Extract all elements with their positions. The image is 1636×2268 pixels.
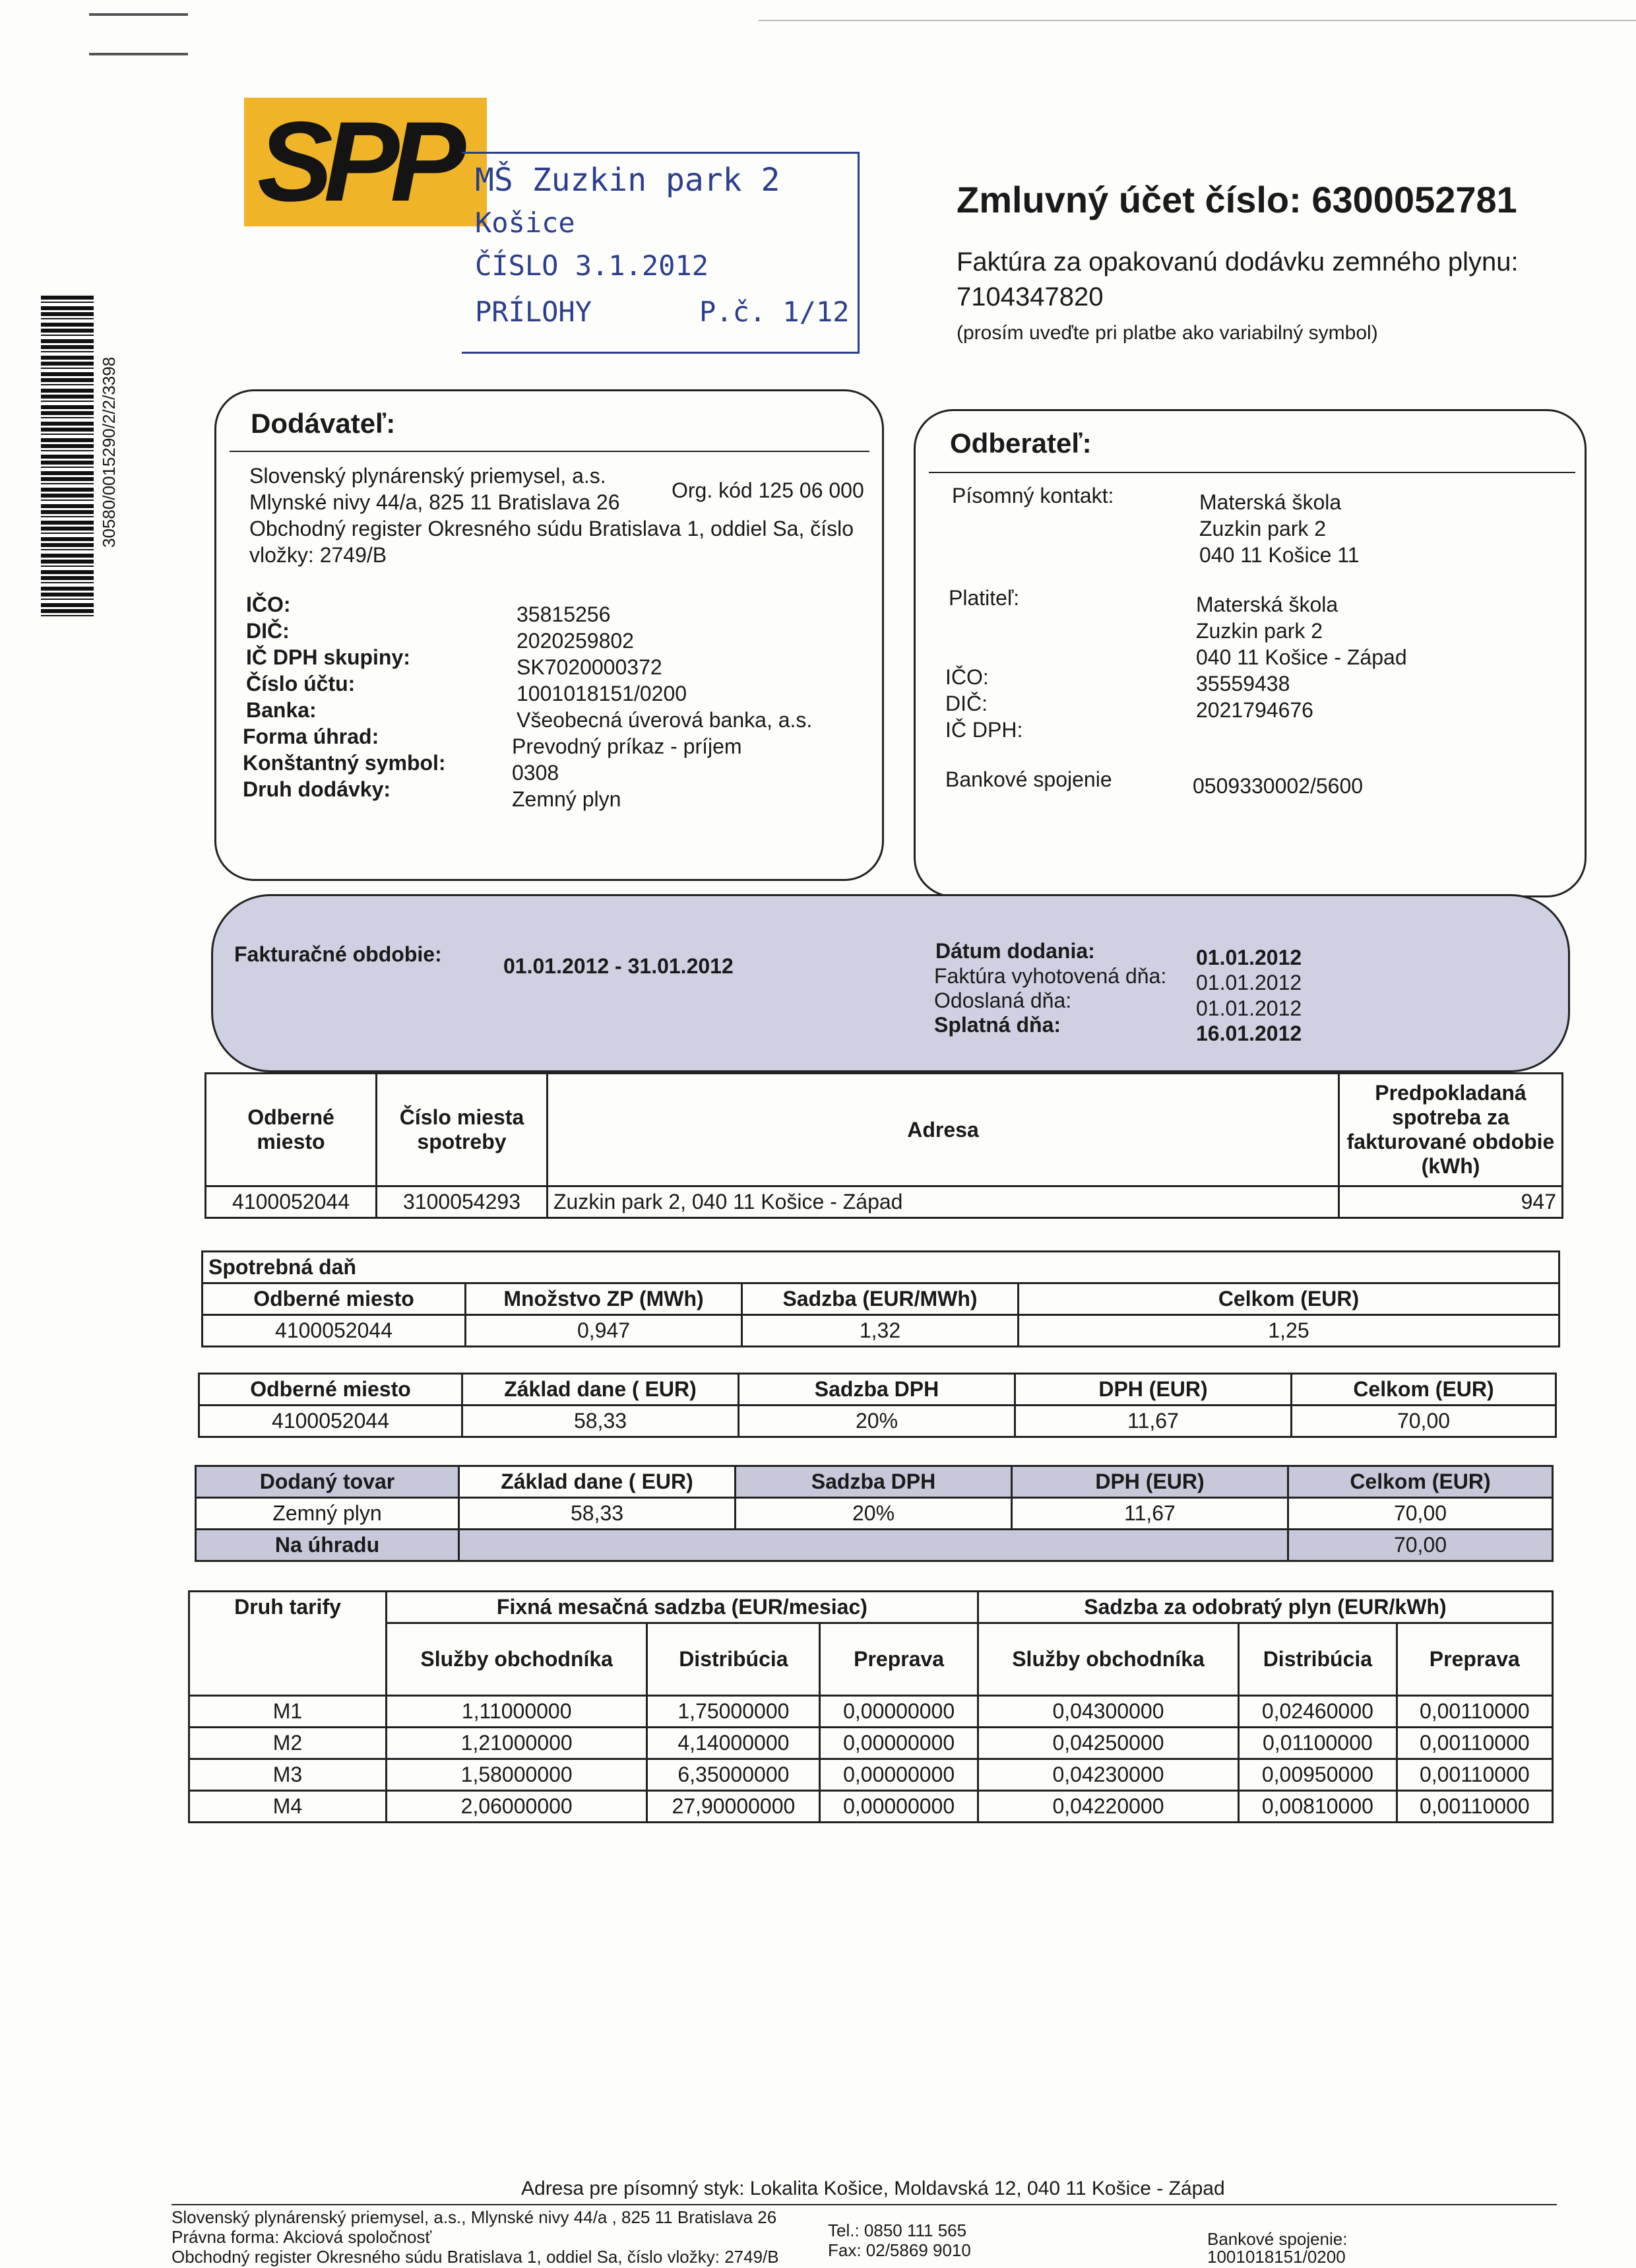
- consumption-place-table: [204, 1072, 1563, 1219]
- delivery-date-value: 01.01.2012: [1196, 946, 1302, 969]
- excise-header: Sadzba (EUR/MWh): [742, 1283, 1019, 1315]
- tariff-cell: 27,90000000: [647, 1791, 820, 1823]
- received-stamp: [462, 152, 860, 354]
- tariff-subheader: Preprava: [1397, 1623, 1552, 1696]
- tariff-header-fixed: Fixná mesačná sadzba (EUR/mesiac): [387, 1592, 978, 1623]
- tariff-subheader: Služby obchodníka: [387, 1623, 647, 1696]
- title-value: 6300052781: [1311, 179, 1517, 220]
- tariff-cell: 0,00000000: [820, 1728, 978, 1759]
- tariff-cell: 0,04250000: [978, 1728, 1238, 1759]
- place-cell: 947: [1339, 1186, 1563, 1218]
- customer-dic-value: 2021794676: [1196, 698, 1313, 722]
- tariff-header-variable: Sadzba za odobratý plyn (EUR/kWh): [978, 1592, 1552, 1623]
- supplier-constant-symbol-value: 0308: [512, 761, 559, 785]
- vat-header: DPH (EUR): [1015, 1374, 1292, 1406]
- goods-header: Celkom (EUR): [1288, 1466, 1553, 1498]
- footer-bank-label: Bankové spojenie:: [1207, 2229, 1348, 2249]
- table-row: [189, 1791, 1553, 1823]
- logo-text: SPP: [257, 98, 457, 225]
- tariff-cell: 0,00950000: [1239, 1759, 1397, 1791]
- table-row: [203, 1315, 1559, 1347]
- supplier-account-label: Číslo účtu:: [246, 672, 356, 696]
- table-row: [189, 1623, 1553, 1696]
- tariff-subheader: Preprava: [820, 1623, 978, 1696]
- vat-header: Celkom (EUR): [1292, 1374, 1556, 1406]
- tariff-cell: 2,06000000: [387, 1791, 647, 1823]
- customer-dic-label: DIČ:: [945, 692, 988, 715]
- excise-header: Odberné miesto: [203, 1283, 466, 1315]
- table-row: [206, 1186, 1563, 1218]
- due-date-value: 16.01.2012: [1196, 1021, 1302, 1045]
- issue-date-label: Faktúra vyhotovená dňa:: [934, 964, 1167, 988]
- vat-header: Základ dane ( EUR): [462, 1374, 739, 1406]
- tariff-cell: 0,02460000: [1239, 1696, 1397, 1728]
- place-header-spotreba: Predpokladaná spotreba za fakturované obdobie (kWh): [1339, 1074, 1563, 1186]
- tariff-cell: 0,04220000: [978, 1791, 1238, 1823]
- supplier-delivery-type-label: Druh dodávky:: [243, 777, 391, 801]
- tariff-subheader: Služby obchodníka: [978, 1623, 1238, 1696]
- tariff-cell: 0,04300000: [978, 1696, 1238, 1728]
- footer-line-3: Obchodný register Okresného súdu Bratislava 1, oddiel Sa, číslo vložky: 2749/B: [172, 2247, 779, 2267]
- supplier-delivery-type-value: Zemný plyn: [512, 787, 621, 811]
- due-date-label: Splatná dňa:: [934, 1013, 1061, 1037]
- place-header-cislo: Číslo miesta spotreby: [377, 1074, 548, 1186]
- excise-title: Spotrebná daň: [203, 1252, 1559, 1283]
- scan-mark-2: [89, 53, 188, 55]
- supplier-icdph-label: IČ DPH skupiny:: [246, 645, 410, 669]
- goods-header: DPH (EUR): [1012, 1466, 1288, 1498]
- table-row: [199, 1406, 1556, 1437]
- footer-bank-value: 1001018151/0200: [1207, 2247, 1346, 2267]
- payer-line-1: Materská škola: [1196, 593, 1338, 616]
- excise-cell: 0,947: [466, 1315, 742, 1347]
- tariff-cell: 1,58000000: [387, 1759, 647, 1791]
- table-row: [189, 1696, 1553, 1728]
- contact-line-3: 040 11 Košice 11: [1199, 543, 1360, 567]
- tariff-cell: 0,00110000: [1397, 1728, 1552, 1759]
- payer-line-2: Zuzkin park 2: [1196, 619, 1323, 643]
- vat-cell: 70,00: [1292, 1406, 1556, 1437]
- sent-date-value: 01.01.2012: [1196, 996, 1302, 1020]
- vat-cell: 20%: [739, 1406, 1015, 1437]
- excise-cell: 1,25: [1019, 1315, 1559, 1347]
- footer-line-1: Slovenský plynárenský priemysel, a.s., Mlynské nivy 44/a , 825 11 Bratislava 26: [172, 2207, 777, 2227]
- period-label: Fakturačné obdobie:: [234, 942, 442, 966]
- tariff-cell: 0,00000000: [820, 1759, 978, 1791]
- amount-due-spacer: [459, 1530, 1288, 1561]
- footer-address: Adresa pre písomný styk: Lokalita Košice, Moldavská 12, 040 11 Košice - Západ: [521, 2178, 1225, 2199]
- supplier-heading-rule: [230, 451, 869, 452]
- document-code: 30580/0015290/2/2/3398: [99, 356, 119, 548]
- goods-header: Základ dane ( EUR): [459, 1466, 736, 1498]
- customer-bank-label: Bankové spojenie: [945, 767, 1112, 791]
- customer-bank-value: 0509330002/5600: [1193, 774, 1364, 798]
- excise-cell: 4100052044: [203, 1315, 466, 1347]
- place-cell: Zuzkin park 2, 040 11 Košice - Západ: [548, 1186, 1339, 1218]
- top-rule: [759, 20, 1636, 21]
- table-row: [203, 1252, 1559, 1283]
- tariff-cell: 0,00110000: [1397, 1791, 1552, 1823]
- tariff-table: [188, 1590, 1554, 1823]
- stamp-line-4: PRÍLOHY: [475, 296, 592, 328]
- goods-cell: 20%: [736, 1498, 1012, 1530]
- supplier-line-2: Mlynské nivy 44/a, 825 11 Bratislava 26: [249, 490, 620, 514]
- tariff-subheader: Distribúcia: [647, 1623, 820, 1696]
- tariff-cell: 1,11000000: [387, 1696, 647, 1728]
- table-row: [196, 1466, 1553, 1498]
- amount-due-label: Na úhradu: [196, 1530, 459, 1561]
- customer-ico-label: IČO:: [945, 665, 989, 689]
- footer-rule: [172, 2204, 1557, 2205]
- table-row: [203, 1283, 1559, 1315]
- supplier-bank-label: Banka:: [246, 698, 317, 722]
- customer-icdph-label: IČ DPH:: [945, 718, 1023, 742]
- supplier-line-1: Slovenský plynárenský priemysel, a.s.: [249, 464, 606, 488]
- place-header-adresa: Adresa: [548, 1074, 1339, 1186]
- payer-line-3: 040 11 Košice - Západ: [1196, 645, 1407, 669]
- contract-account-title: [957, 178, 1517, 221]
- excise-cell: 1,32: [742, 1315, 1019, 1347]
- title-label: Zmluvný účet číslo:: [957, 179, 1302, 220]
- tariff-name: M3: [189, 1759, 387, 1791]
- place-cell: 4100052044: [206, 1186, 377, 1218]
- contact-line-2: Zuzkin park 2: [1199, 517, 1327, 540]
- table-row: [189, 1728, 1553, 1759]
- footer-tel: Tel.: 0850 111 565: [828, 2220, 967, 2240]
- vat-header: Odberné miesto: [199, 1374, 462, 1406]
- excise-header: Množstvo ZP (MWh): [466, 1283, 742, 1315]
- supplier-icdph-value: SK7020000372: [517, 655, 662, 679]
- sent-date-label: Odoslaná dňa:: [934, 988, 1072, 1012]
- goods-header: Sadzba DPH: [736, 1466, 1012, 1498]
- goods-header: Dodaný tovar: [196, 1466, 459, 1498]
- tariff-cell: 0,01100000: [1239, 1728, 1397, 1759]
- customer-box: [914, 409, 1587, 897]
- billing-period-banner: [211, 894, 1570, 1072]
- stamp-line-3: ČÍSLO 3.1.2012: [475, 249, 709, 282]
- tariff-name: M2: [189, 1728, 387, 1759]
- tariff-cell: 0,00110000: [1397, 1759, 1552, 1791]
- invoice-number: 7104347820: [957, 282, 1104, 311]
- scan-mark-1: [89, 13, 188, 16]
- goods-cell: 58,33: [459, 1498, 736, 1530]
- contact-line-1: Materská škola: [1199, 490, 1342, 514]
- excise-header: Celkom (EUR): [1019, 1283, 1559, 1315]
- tariff-cell: 6,35000000: [647, 1759, 820, 1791]
- table-row: [189, 1759, 1553, 1791]
- tariff-cell: 0,00000000: [820, 1696, 978, 1728]
- supplier-ico-label: IČO:: [246, 593, 291, 616]
- barcode: [41, 296, 94, 619]
- stamp-line-5: P.č. 1/12: [699, 296, 850, 328]
- invoice-line: Faktúra za opakovanú dodávku zemného plynu:: [957, 247, 1519, 276]
- tariff-cell: 0,00810000: [1239, 1791, 1397, 1823]
- stamp-line-1: MŠ Zuzkin park 2: [475, 162, 780, 199]
- period-value: 01.01.2012 - 31.01.2012: [503, 954, 734, 978]
- tariff-cell: 0,00110000: [1397, 1696, 1552, 1728]
- tariff-name: M4: [189, 1791, 387, 1823]
- vat-cell: 11,67: [1015, 1406, 1292, 1437]
- excise-tax-table: [201, 1250, 1560, 1347]
- tariff-cell: 0,00000000: [820, 1791, 978, 1823]
- goods-cell: Zemný plyn: [196, 1498, 459, 1530]
- delivery-date-label: Dátum dodania:: [935, 939, 1095, 963]
- stamp-line-2: Košice: [475, 207, 575, 239]
- vat-header: Sadzba DPH: [739, 1374, 1015, 1406]
- supplier-payment-form-label: Forma úhrad:: [243, 725, 379, 748]
- customer-ico-value: 35559438: [1196, 672, 1290, 696]
- supplier-dic-value: 2020259802: [517, 629, 634, 653]
- tariff-subheader: Distribúcia: [1239, 1623, 1397, 1696]
- payer-label: Platiteľ:: [949, 586, 1020, 610]
- delivered-goods-table: [195, 1465, 1554, 1562]
- supplier-line-4: vložky: 2749/B: [249, 543, 387, 567]
- invoice-note: (prosím uveďte pri platbe ako variabilný symbol): [957, 322, 1378, 344]
- supplier-ico-value: 35815256: [517, 602, 611, 626]
- tariff-name: M1: [189, 1696, 387, 1728]
- supplier-bank-value: Všeobecná úverová banka, a.s.: [517, 708, 813, 732]
- supplier-line-3: Obchodný register Okresného súdu Bratislava 1, oddiel Sa, číslo: [249, 517, 854, 540]
- tariff-cell: 1,21000000: [387, 1728, 647, 1759]
- vat-table: [198, 1373, 1557, 1438]
- place-header-odberne-miesto: Odberné miesto: [206, 1074, 377, 1186]
- supplier-account-value: 1001018151/0200: [517, 682, 687, 705]
- goods-cell: 70,00: [1288, 1498, 1553, 1530]
- footer-line-2: Právna forma: Akciová spoločnosť: [172, 2227, 432, 2247]
- contact-label: Písomný kontakt:: [952, 484, 1114, 507]
- vat-cell: 58,33: [462, 1406, 739, 1437]
- tariff-cell: 1,75000000: [647, 1696, 820, 1728]
- tariff-header-druh: Druh tarify: [189, 1592, 387, 1696]
- supplier-payment-form-value: Prevodný príkaz - príjem: [512, 734, 742, 758]
- supplier-constant-symbol-label: Konštantný symbol:: [243, 751, 446, 775]
- table-row: [206, 1074, 1563, 1186]
- tariff-cell: 0,04230000: [978, 1759, 1238, 1791]
- table-row: [196, 1498, 1553, 1530]
- tariff-cell: 4,14000000: [647, 1728, 820, 1759]
- issue-date-value: 01.01.2012: [1196, 971, 1302, 994]
- supplier-box: [214, 389, 884, 881]
- place-cell: 3100054293: [377, 1186, 548, 1218]
- footer-fax: Fax: 02/5869 9010: [828, 2240, 971, 2260]
- vat-cell: 4100052044: [199, 1406, 462, 1437]
- table-row: [199, 1374, 1556, 1406]
- table-row: [196, 1530, 1553, 1561]
- supplier-org-code: Org. kód 125 06 000: [672, 478, 864, 502]
- spp-logo: [244, 98, 487, 226]
- supplier-dic-label: DIČ:: [246, 619, 290, 643]
- amount-due-value: 70,00: [1288, 1530, 1553, 1561]
- customer-heading-rule: [929, 472, 1575, 473]
- customer-heading: Odberateľ:: [950, 428, 1092, 459]
- supplier-heading: Dodávateľ:: [251, 408, 396, 439]
- table-row: [189, 1592, 1553, 1623]
- goods-cell: 11,67: [1012, 1498, 1288, 1530]
